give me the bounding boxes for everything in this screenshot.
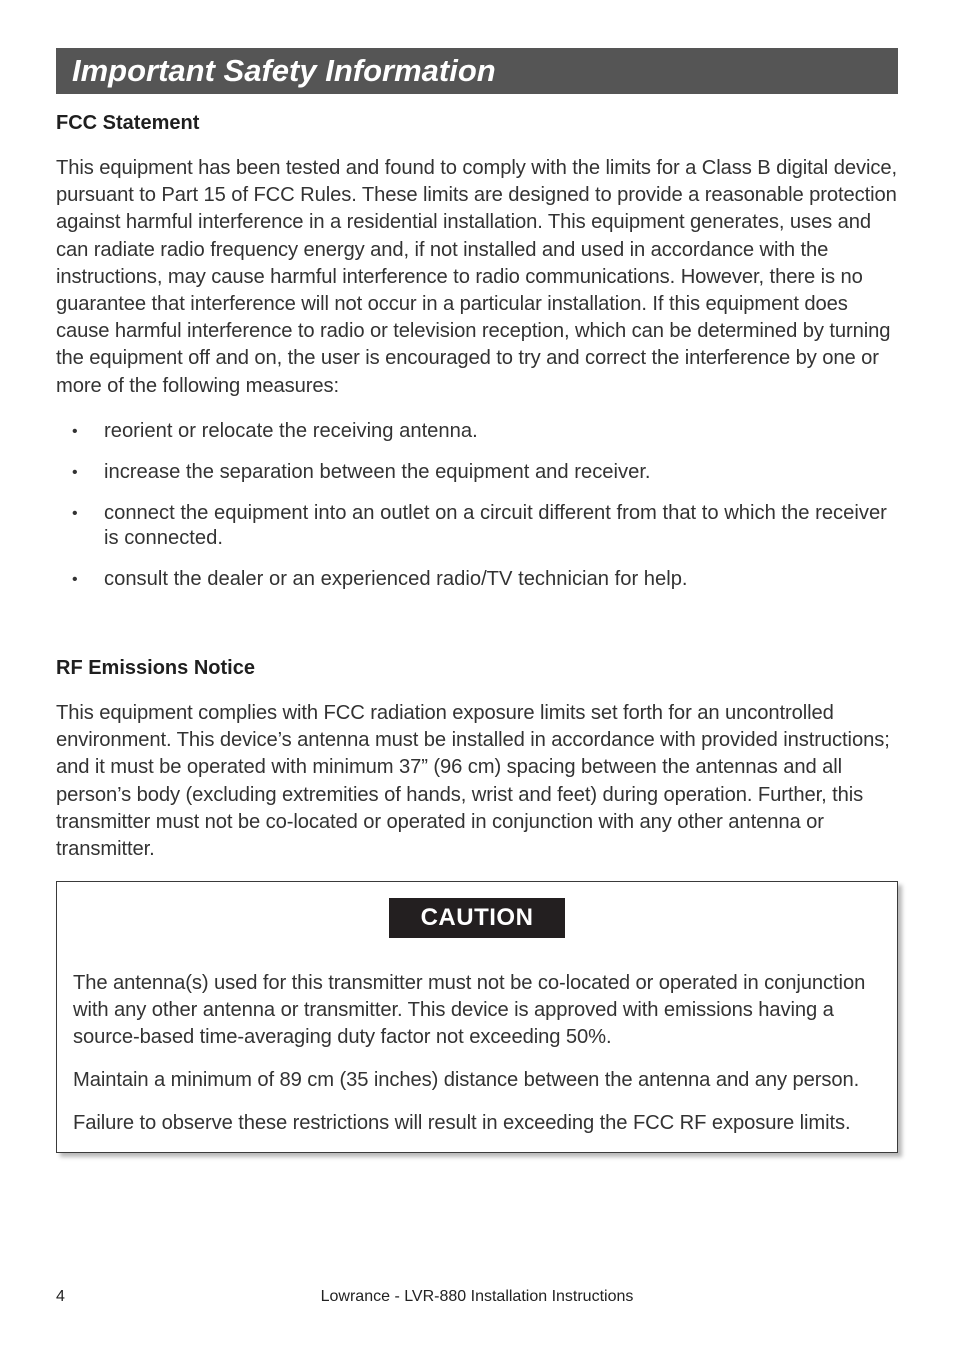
fcc-measures-list xyxy=(56,419,900,608)
bullet-icon: • xyxy=(72,423,78,440)
bullet-icon: • xyxy=(72,505,78,522)
fcc-statement-paragraph: This equipment has been tested and found to comply with the limits for a Class B digital device, pursuant to Part 15 of FCC Rules. These limits are designed to provide a reasonable protection against harmful interference in a residential installation. This equipment generates, uses and can radiate radio frequency energy and, if not installed and used in accordance with the instructions, may cause harmful interference to radio communications. However, there is no guarantee that interference will not occur in a particular installation. If this equipment does cause harmful interference to radio or television reception, which can be determined by turning the equipment off and on, the user is encouraged to try and correct the interference by one or more of the following measures: xyxy=(56,157,897,397)
page-title: Important Safety Information xyxy=(72,53,496,88)
list-item xyxy=(56,460,900,485)
list-item xyxy=(56,419,900,444)
page-title-bar xyxy=(56,48,898,94)
measure-text: connect the equipment into an outlet on a circuit different from that to which the receiver is connected. xyxy=(104,502,887,549)
bullet-icon: • xyxy=(72,464,78,481)
fcc-statement-heading: FCC Statement xyxy=(56,112,200,134)
measure-text: increase the separation between the equipment and receiver. xyxy=(104,461,651,483)
footer-page-number: 4 xyxy=(56,1288,65,1305)
measure-text: reorient or relocate the receiving antenna. xyxy=(104,420,478,442)
list-item xyxy=(56,567,900,592)
caution-box xyxy=(56,881,898,1153)
rf-emissions-heading: RF Emissions Notice xyxy=(56,657,255,679)
caution-paragraph-2: Maintain a minimum of 89 cm (35 inches) distance between the antenna and any person. xyxy=(73,1069,860,1091)
caution-paragraph-1: The antenna(s) used for this transmitter must not be co-located or operated in conjunction with any other antenna or transmitter. This device is approved with emissions having a source-based time-averaging duty factor not exceeding 50%. xyxy=(73,972,866,1049)
caution-paragraph-3: Failure to observe these restrictions will result in exceeding the FCC RF exposure limits. xyxy=(73,1112,851,1134)
rf-emissions-paragraph: This equipment complies with FCC radiation exposure limits set forth for an uncontrolled environment. This device’s antenna must be installed in accordance with provided instructions; and it must be operated with minimum 37” (96 cm) spacing between the antennas and all person’s body (excluding extremities of hands, wrist and feet) during operation. Further, this transmitter must not be co-located or operated in conjunction with any other antenna or transmitter. xyxy=(56,702,890,861)
caution-badge: CAUTION xyxy=(389,898,565,938)
footer-document-title: Lowrance - LVR-880 Installation Instructions xyxy=(320,1288,634,1305)
measure-text: consult the dealer or an experienced radio/TV technician for help. xyxy=(104,568,688,590)
list-item xyxy=(56,501,900,551)
bullet-icon: • xyxy=(72,571,78,588)
